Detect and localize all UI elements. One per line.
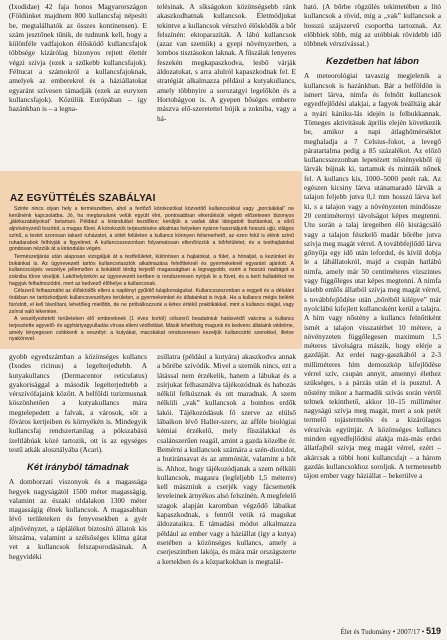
- sidebar-paragraph: A veszélyeztetett területeken élő embereknek (1 éves kortól) célszerű beadatniuk hatásvédő vakcina a kullancs terjesztette agyvelő- és agyhártyagyulladás vírusa elleni védőoltást. Másik lehetőség magunk és kedvenc állataink védelme, amely lényegesen csökkenti a veszélyt: a kutyákat, macskákat rendszeresen kezeljük kullancsirtó szerekkel, illetve nyakörvvel.: [9, 316, 294, 343]
- section-heading: Két irányból támadnak: [27, 462, 129, 474]
- sidebar-paragraph: Szinte nincs olyan hely a természetben, ahol a fertőző kórokozókat közvetítő kullancsokkal vagy „porckákkal” ne kerülnénk kapcsolatba. Jó, ha megtanulunk velük együtt élni, pontosabban elkerülésük végett előzetesen bizonyos „játékszabályokat” betartani. Például a kirándulást kezdőkre; kerüljük a vadak által látogatott tisztásokat, a sűrű aljnövényzetű bozótot, a magas fűvet. A kórokozók terjesztésére alkalmas helyeken nyáron használjunk hosszú ujjú, világos színű, a testet szorosan takaró ruházatot, a sötét felületen a kullancs könnyen felismerhető, az ezen felül is élénk színű ruhadarabok felhívják a figyelmet. A kullancsszezonban folyamatosan ellenőrizzük a bőrfelületet, és a testhajlatokat gondosan nézzük át a kirándulás végén.: [9, 206, 294, 253]
- sidebar-paragraph: Célszerű felhasználni az élősködők elleni a naplényt gyűlölő tulajdonságukat. Kullancsszezonban a reggeli és a délutáni órákban ne tartózkodjunk kullancsveszélyes területen, a gyermekeinket és állatainkat is óvjuk. Ha a kullancs mégis belénk fúródott, el kell távolítani, lehetőleg mielőbb, de ne próbálkozzunk a kétes értékű praktikákkal, mint a kullancs olajjal, vagy zsírral való lekenése.: [9, 288, 294, 315]
- paragraph: ható. (A bőrbe rögzülés tekintetében a lító kullancsok a rövid, míg a „vak” kullancsok a hosszú szájszervű csoportba tartoznak. Az előbbiek több, míg az utóbbiak rövidebb idő többnek vérszívással.): [304, 2, 441, 49]
- sidebar-box-title: AZ EGYÜTTÉLÉS SZABÁLYAI: [10, 193, 156, 204]
- paragraph: A domborzati viszonyok és a magassága hegyek nagyságától 1500 méter magasságig, valamint az északi oldalakon 1300 méter magasságig élnek kullancsok. A magasabban lévő területeken és fenyvesekben a gyér aljnövényzet, a táplálékot biztosító állatok kis létszáma, valamint a szélsőséges klíma gátat vet a kullancsok felszaporodásának. A hegyvidéki: [9, 477, 147, 561]
- column-2-lower: [157, 352, 296, 566]
- paragraph: (Ixodidae) 42 faja honos Magyarországon (Földünket majdnem 800 kullancsfaj népesíti be, megtalálhatók az összes kontinensen). E szám jesztőnek tűnik, de tudnunk kell, hogy a különféle vadfajokon élősködő kullancsfajok többsége kizárólag bizonyos rejtett élettér végzi szívja (ezek a szűkebb kullancsfajok). Féltucat a számokról a kullancsfajoknak, amelyek az emberekrel és a háziállatokat egyaránt szívesen támadják (ezek az euryxen kullancsfajok). Közülük Európában – így hazánkban is – a legna-: [9, 2, 147, 114]
- paragraph: zsillatra (például a kutyára) akaszkodva annak a bőrébe szívódik. Mivel a szemük nincs, ezt a látással nem érzékelik, hanem a lábukat és a zsírjukat felhasználva tájékozódnak és habozás nélkül felkúsznak és ott maradnak. A szem nélküli „vak” kullancsok a bombos erdők lakói. Tájékozódásuk fő szerve az elülső lábaikon lévő Haller-szerv, az afféle biológiai kémiai érzékelő, mely fűszálakkal és csalánszerűen reagál, amint a gazda közelbe ér. Bemérni a kullancsok számára a szén-dioxidot, a butiránsavat és az ammóniát, valamint a hőt is. Ahhoz, hogy tájékozódjanak a szem nélküli kullancsok, magasra (legfeljebb 1,5 méterre) kell mászniuk a cserjék vagy fácsemeték leveleinek árnyékos alsó felszínén. A megfelelő szagok alapján karomban végződő lábaikat kapaszkodnak, s fentről vetik rá magukat áldozataikra. E támadási módot alkalmazza például az ember vagy a háziállat (így a kutya) esetében a közönséges kullancs, amely a cserjeszintben lakója, és mára már országszerte a kertekben és a közparkokban is megtalál-: [157, 352, 296, 566]
- column-2-top: [157, 2, 296, 123]
- paragraph: gyobb egyedszámban a közönséges kullancs (Ixodes ricinus) a legelterjedtebb. A kutyakullancs (Dermacentor reticulatus) gyakorisággal a második legelterjedtebb a vérszívófajaink között. A belföldi turizmusnak köszönhetően a kutyakullancs mára megtelepedett a falvak, a városok, sőt a főváros kertjeiben és környékén is. Mindegyik kullancsfaj rendszertanilag a pókszabású ízeltlábúak közé tartozik, ott is az egységes testű atkák alosztályába (Acari).: [9, 352, 147, 454]
- page-footer: [341, 626, 441, 636]
- sidebar-box: [0, 171, 302, 349]
- column-3: [304, 2, 441, 638]
- sidebar-box-text: [9, 206, 294, 343]
- column-1-lower: [9, 352, 147, 561]
- sidebar-paragraph: Természetjárás után alaposan vizsgáljuk át a testfelületet, különösen a hajlatokat, a fület, a hónaljat, a kezünket és bokánkat is. Az úgynevezett tartós kullancsriasztók alkalmazása felnőtteknél és gyermekeknél egyaránt ajánlott. A kullancscsípés veszélye jellemzően a bokáktól térdig terjedő magasságban a legnagyobb, ezért a hosszú nadrágot a zokniba tűrve viseljük. Lakóhelyünkön az úgynevezett kertben is rendszeresen nyírjuk le a füvet, és a kerti hulladékot ne hagyjuk felhalmozódni, mert az kedvező élőhelye a kullancsnak.: [9, 253, 294, 287]
- journal-name: Élet és Tudomány • 2007/17 •: [340, 628, 425, 636]
- page-number: 519: [425, 626, 441, 636]
- section-heading: Kezdetben hat lábon: [326, 56, 419, 68]
- paragraph: telésinak. A síkságokon közönségsebb ránk akaszkodhatnak kullancsok. Életmódjukat tekintve a kullancsok vérszívó élősködők a bőr felszínén: ektoparaziták. A lábú kullancsok (azaz van szemük) a gyepi növényzetben, a lombos tisztásokon laknak. A fűszálak lenyeres feszekén megkapaszkodva, lesbő várják áldozatukat, s arra alulról kapaszkodnak fel. E stratégiát alkalmazza például a kutyakullancs, amely többnyire a sorozatgyi legelőkön és a Hortobágyon is. A gyepen bőséges emberre mászva elő-szeretettel bújik a zokniba, vagy a há-: [157, 2, 296, 123]
- paragraph: A meteorológiai tavaszig megjelenik a kullancsok is hazánkban. Bár a belföldön is ismert lárva, nimfa és felnőtt kullancsok egyedfejlődési alakjai, a fagyok beálltáig akár a nyári kániku-lás idején is felbukkannak. Tömeges aktivitásuk április elején következik be, amikor a napi átlaghőmérséklet meghaladja a 7 Celsius-fokot, a levegő páratartalma pedig a 85 százalékot. Az előző kullancsszezonban lepetézett nőstényekből új lárvák bújnak ki, tartamuk és mintáik nőnek fel. A kullancs kis, 1000–5000 petét rak. Az egészen kicsiny lárva utánamaradó lárvák a talajon feljebb jutva 0,1 mm hosszú lárva kel ki, s a talajon vagy a növényzeten mindössze 20 centiméternyi távolságot képes megtenni. Utu során a talaj üregeiben élő kisrágcsáló vagy a talajon fészkelő madár bőrébe jutva szívja meg magát vérrel. A továbbfejlődő lárva gőnyűja egy idő után lefordul, és kívül dobja le a lábállatokról, majd a csupán hatlábú nimfa, amely már 50 centiméteres vízszintes vagy függőleges utat képes megtenni. A nimfa kisebb emlős állatból szívja meg magát vérrel, s továbbfejlődése után „bőréből kilépve” már nyolclábú kifejlett kullancsként kerül a talajra. A hím vagy nőstény a kullancs felnőttként ismét a talajon visszatérhet 10 métere, a növényzeten függőlegesen maximum 1,5 méteres távolságra mászik, hogy elérje a gazdáját. Az erdei nagy-gaszkából a 2-3 milliméteres hím demoszkóp kifejlődése vérrel szív, csupán annyit, amennyi élethez szükséges, s a párzás után el is pusztul. A nőstény mikor a harmadik szívás során vértől teltnek tekinthető, akkor 10–15 milliméter nagyságú szívja meg magát, mert a sok petét termelő tojástermelés és a kizárólagos vérszívás együttjár. A közönséges kullancs minden egyedfejlődési alakja más-más erdei állatfajból szívja meg magát vérrel, ezért – akárcsak a többi honi kullancsfajt – a három gazdás kullancsokhoz soroljuk. A termetesebb tájon ember vagy háziállat – bekerülve a: [304, 71, 441, 481]
- column-1-top: [9, 2, 147, 114]
